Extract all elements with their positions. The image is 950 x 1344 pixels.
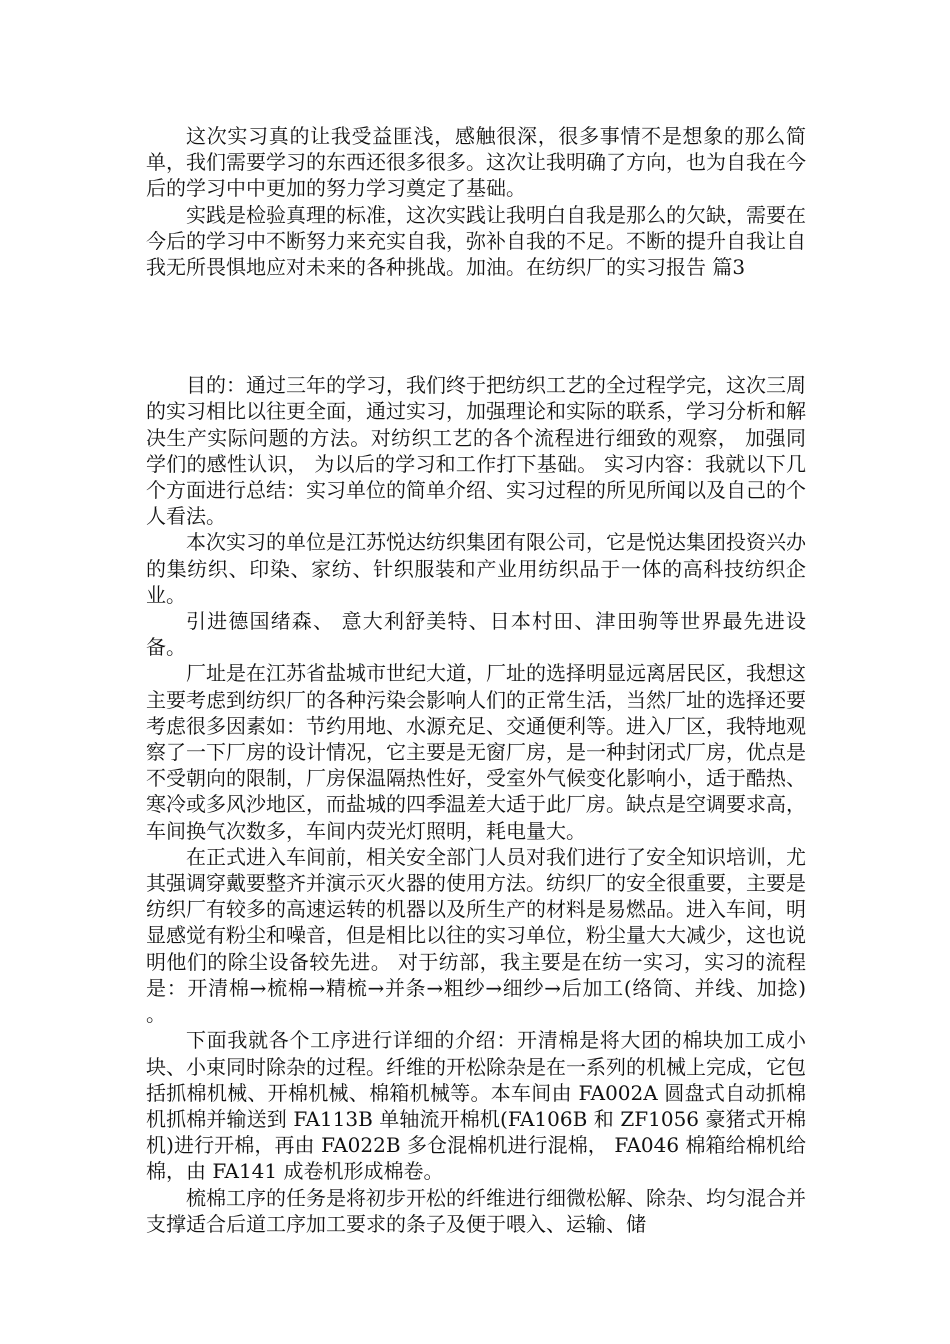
document-body (146, 123, 806, 1237)
paragraph-5: 引进德国绪森、 意大利舒美特、日本村田、津田驹等世界最先进设备。 (146, 609, 806, 660)
paragraph-7: 在正式进入车间前，相关安全部门人员对我们进行了安全知识培训，尤其强调穿戴要整齐并演示灭火器的使用方法。纺织厂的安全很重要，主要是纺织厂有较多的高速运转的机器以及所生产的材料是易燃品。进入车间，明显感觉有粉尘和噪音，但是相比以往的实习单位，粉尘量大大减少，这也说明他们的除尘设备较先进。 对于纺部，我主要是在纺一实习，实习的流程是：开清棉→梳棉→精梳→并条→粗纱→细纱→后加工(络筒、并线、加捻) 。 (146, 844, 806, 1027)
paragraph-3: 目的：通过三年的学习，我们终于把纺织工艺的全过程学完，这次三周的实习相比以往更全面，通过实习，加强理论和实际的联系，学习分析和解决生产实际问题的方法。对纺织工艺的各个流程进行细致的观察， 加强同学们的感性认识， 为以后的学习和工作打下基础。 实习内容：我就以下几个方面进行总结：实习单位的简单介绍、实习过程的所见所闻以及自己的个人看法。 (146, 373, 806, 529)
paragraph-4: 本次实习的单位是江苏悦达纺织集团有限公司，它是悦达集团投资兴办的集纺织、印染、家纺、针织服装和产业用纺织品于一体的高科技纺织企业。 (146, 530, 806, 607)
paragraph-6: 厂址是在江苏省盐城市世纪大道，厂址的选择明显远离居民区，我想这主要考虑到纺织厂的各种污染会影响人们的正常生活，当然厂址的选择还要考虑很多因素如：节约用地、水源充足、交通便利等。进入厂区，我特地观察了一下厂房的设计情况，它主要是无窗厂房，是一种封闭式厂房，优点是不受朝向的限制，厂房保温隔热性好，受室外气候变化影响小，适于酷热、寒冷或多风沙地区，而盐城的四季温差大适于此厂房。缺点是空调要求高，车间换气次数多，车间内荧光灯照明，耗电量大。 (146, 661, 806, 843)
paragraph-8: 下面我就各个工序进行详细的介绍：开清棉是将大团的棉块加工成小块、小束同时除杂的过程。纤维的开松除杂是在一系列的机械上完成，它包括抓棉机械、开棉机械、棉箱机械等。本车间由 FA002A 圆盘式自动抓棉机抓棉并输送到 FA113B 单轴流开棉机(FA106B 和 ZF1056 豪猪式开棉机)进行开棉，再由 FA022B 多仓混棉机进行混棉， FA046 棉箱给棉机给棉，由 FA141 成卷机形成棉卷。 (146, 1028, 806, 1184)
paragraph-9: 梳棉工序的任务是将初步开松的纤维进行细微松解、除杂、均匀混合并支撑适合后道工序加工要求的条子及便于喂入、运输、储 (146, 1185, 806, 1236)
paragraph-2: 实践是检验真理的标准，这次实践让我明白自我是那么的欠缺，需要在今后的学习中不断努力来充实自我，弥补自我的不足。不断的提升自我让自我无所畏惧地应对未来的各种挑战。加油。在纺织厂的实习报告 篇3 (146, 202, 806, 280)
paragraph-1: 这次实习真的让我受益匪浅，感触很深，很多事情不是想象的那么简单，我们需要学习的东西还很多很多。这次让我明确了方向，也为自我在今后的学习中中更加的努力学习奠定了基础。 (146, 124, 806, 201)
